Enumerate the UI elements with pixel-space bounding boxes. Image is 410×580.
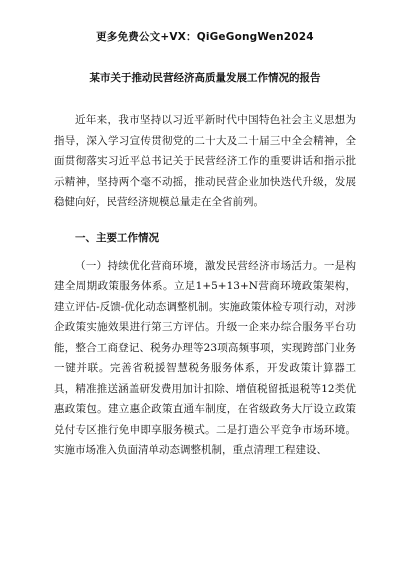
section-heading: 一、主要工作情况 xyxy=(75,231,159,244)
section-paragraph: （一）持续优化营商环境，激发民营经济市场活力。一是构建全周期政策服务体系。立足1+5+13+N营商环境政策架构，建立评估-反馈-优化动态调整机制。实施政策体检专项行动，对涉企政策实施效果进行第三方评估。升级一企来办综合服务平台功能，整合工商登记、税务办理等23项高频事项，实现跨部门业务一键并联。完善省税援智慧税务服务体系，开发政策计算器工具，精准推送涵盖研发费用加计扣除、增值税留抵退税等12类优惠政策包。建立惠企政策直通车制度，在省级政务大厅设立政策兑付专区推行免申即享服务模式。二是打造公平竞争市场环境。实施市场准入负面清单动态调整机制，重点清理工程建设、 xyxy=(54,259,356,456)
intro-paragraph: 近年来，我市坚持以习近平新时代中国特色社会主义思想为指导，深入学习宣传贯彻党的二十大及二十届三中全会精神，全面贯彻落实习近平总书记关于民营经济工作的重要讲话和指示批示精神，坚持两个毫不动摇，推动民营企业加快迭代升级，发展稳健向好，民营经济规模总量走在全省前列。 xyxy=(54,114,356,208)
promo-header: 更多免费公文+VX：QiGeGongWen2024 xyxy=(96,31,314,43)
document-title: 某市关于推动民营经济高质量发展工作情况的报告 xyxy=(89,72,321,84)
